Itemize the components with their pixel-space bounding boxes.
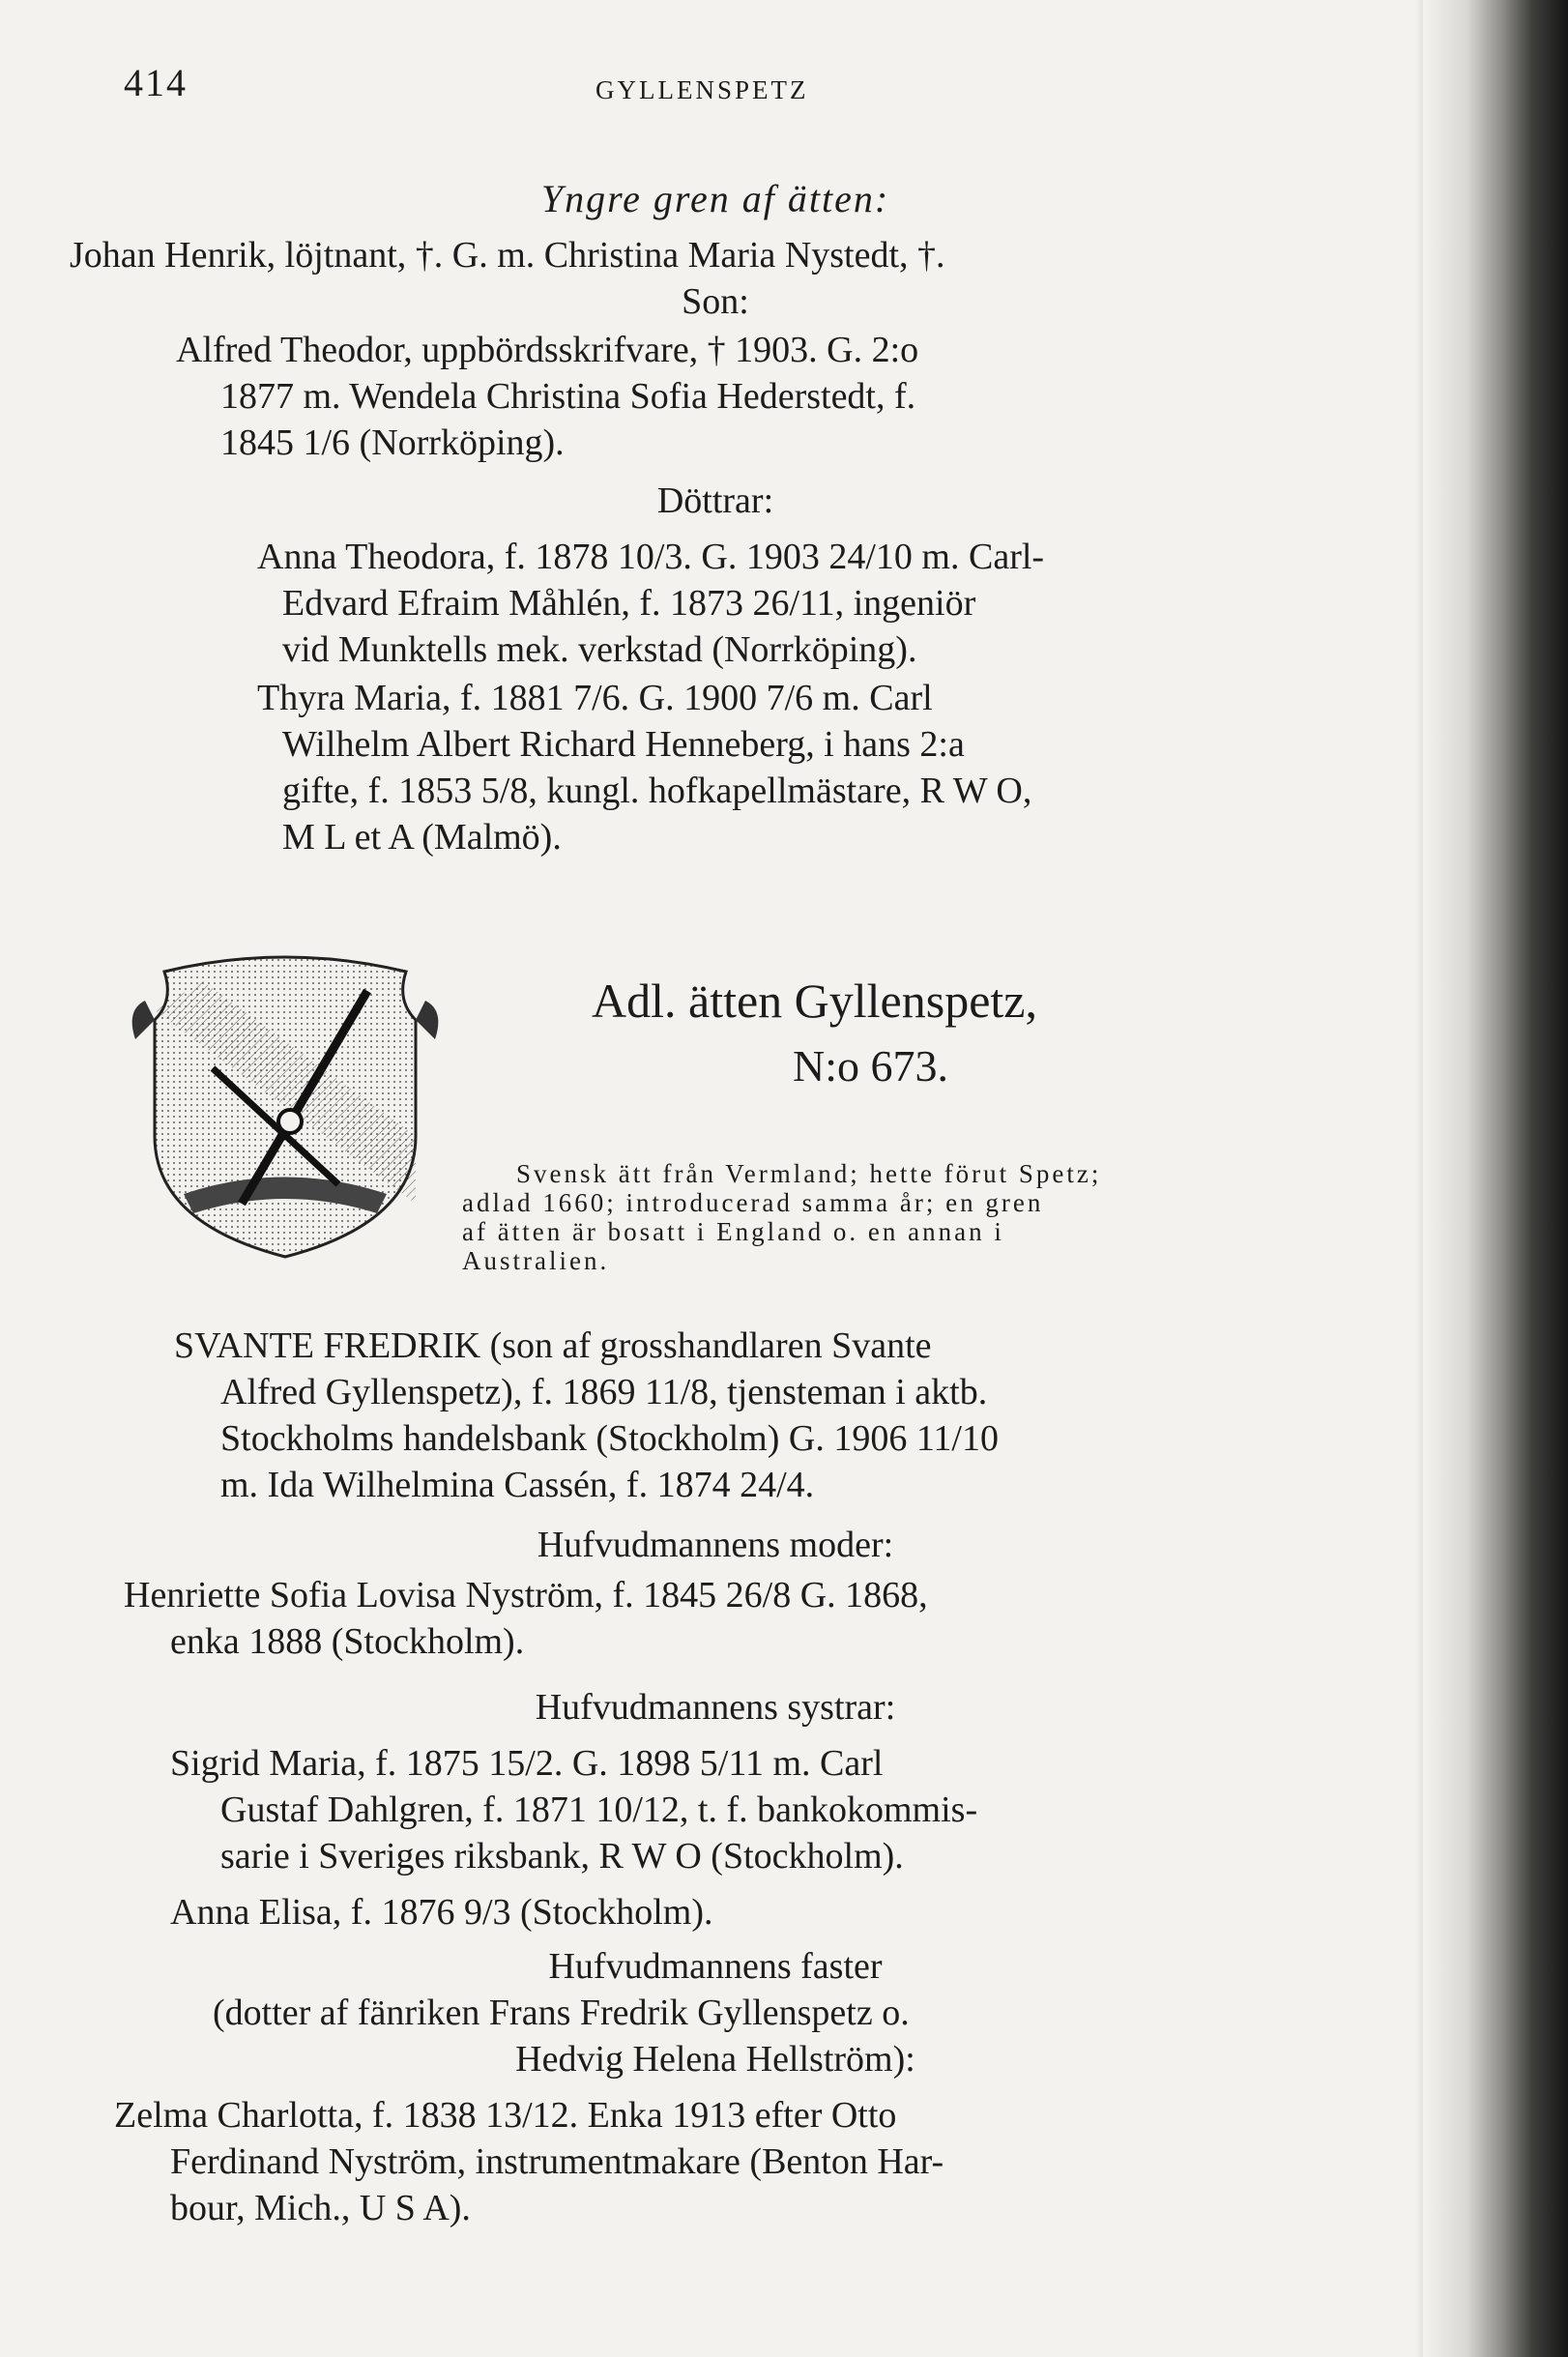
text-line: Alfred Gyllenspetz), f. 1869 11/8, tjensteman i aktb.	[220, 1372, 988, 1412]
family-title: Adl. ätten Gyllenspetz,	[592, 974, 1037, 1028]
subheading: Hufvudmannens systrar:	[535, 1687, 896, 1728]
subheading: Döttrar:	[656, 480, 774, 521]
family-note: Australien.	[462, 1246, 610, 1275]
text-line: SVANTE FREDRIK (son af grosshandlaren Svante	[174, 1325, 932, 1366]
subheading: Son:	[682, 281, 749, 322]
text-line: Henriette Sofia Lovisa Nyström, f. 1845 26/8 G. 1868,	[124, 1575, 928, 1615]
text-line: bour, Mich., U S A).	[170, 2188, 471, 2228]
text-line: M L et A (Malmö).	[282, 817, 562, 858]
text-line: Edvard Efraim Måhlén, f. 1873 26/11, ingeniör	[282, 583, 976, 624]
subheading: Hufvudmannens moder:	[537, 1525, 894, 1565]
text-line: Gustaf Dahlgren, f. 1871 10/12, t. f. bankokommis-	[220, 1790, 978, 1830]
text-line: sarie i Sveriges riksbank, R W O (Stockholm).	[220, 1836, 904, 1877]
text-line: Hedvig Helena Hellström):	[515, 2039, 915, 2080]
family-note: adlad 1660; introducerad samma år; en gren	[462, 1188, 1044, 1217]
text-line: Anna Elisa, f. 1876 9/3 (Stockholm).	[170, 1892, 713, 1933]
family-note: af ätten är bosatt i England o. en annan i	[462, 1217, 1004, 1246]
text-line: Zelma Charlotta, f. 1838 13/12. Enka 1913 efter Otto	[114, 2095, 897, 2136]
section-heading: Yngre gren af ätten:	[540, 177, 890, 220]
text-line: m. Ida Wilhelmina Cassén, f. 1874 24/4.	[220, 1465, 815, 1505]
text-line: 1845 1/6 (Norrköping).	[220, 422, 565, 463]
subheading: Hufvudmannens faster	[548, 1946, 883, 1987]
text-line: (dotter af fänriken Frans Fredrik Gyllenspetz o.	[213, 1993, 910, 2033]
page-number: 414	[124, 61, 188, 104]
text-line: enka 1888 (Stockholm).	[170, 1621, 525, 1662]
text-line: Thyra Maria, f. 1881 7/6. G. 1900 7/6 m. Carl	[257, 678, 933, 718]
text-line: Wilhelm Albert Richard Henneberg, i hans 2:a	[282, 724, 965, 765]
running-title: GYLLENSPETZ	[595, 75, 809, 104]
text-line: Ferdinand Nyström, instrumentmakare (Benton Har-	[170, 2141, 944, 2182]
text-line: gifte, f. 1853 5/8, kungl. hofkapellmästare, R W O,	[282, 771, 1032, 811]
text-line: Alfred Theodor, uppbördsskrifvare, † 1903. G. 2:o	[176, 330, 919, 370]
facing-page-edge	[1423, 0, 1568, 2357]
text-line: Sigrid Maria, f. 1875 15/2. G. 1898 5/11 m. Carl	[170, 1743, 884, 1784]
family-note: Svensk ätt från Vermland; hette förut Spetz;	[516, 1159, 1102, 1188]
text-line: vid Munktells mek. verkstad (Norrköping).	[282, 629, 917, 670]
coat-of-arms-shield	[126, 952, 445, 1262]
text-line: 1877 m. Wendela Christina Sofia Hederstedt, f.	[220, 376, 916, 417]
text-line: Stockholms handelsbank (Stockholm) G. 1906 11/10	[220, 1418, 999, 1459]
text-line: Anna Theodora, f. 1878 10/3. G. 1903 24/10 m. Carl-	[257, 537, 1045, 577]
family-number: N:o 673.	[793, 1041, 948, 1091]
text-line: Johan Henrik, löjtnant, †. G. m. Christina Maria Nystedt, †.	[70, 235, 945, 276]
page-gutter-shadow	[1415, 0, 1423, 2357]
